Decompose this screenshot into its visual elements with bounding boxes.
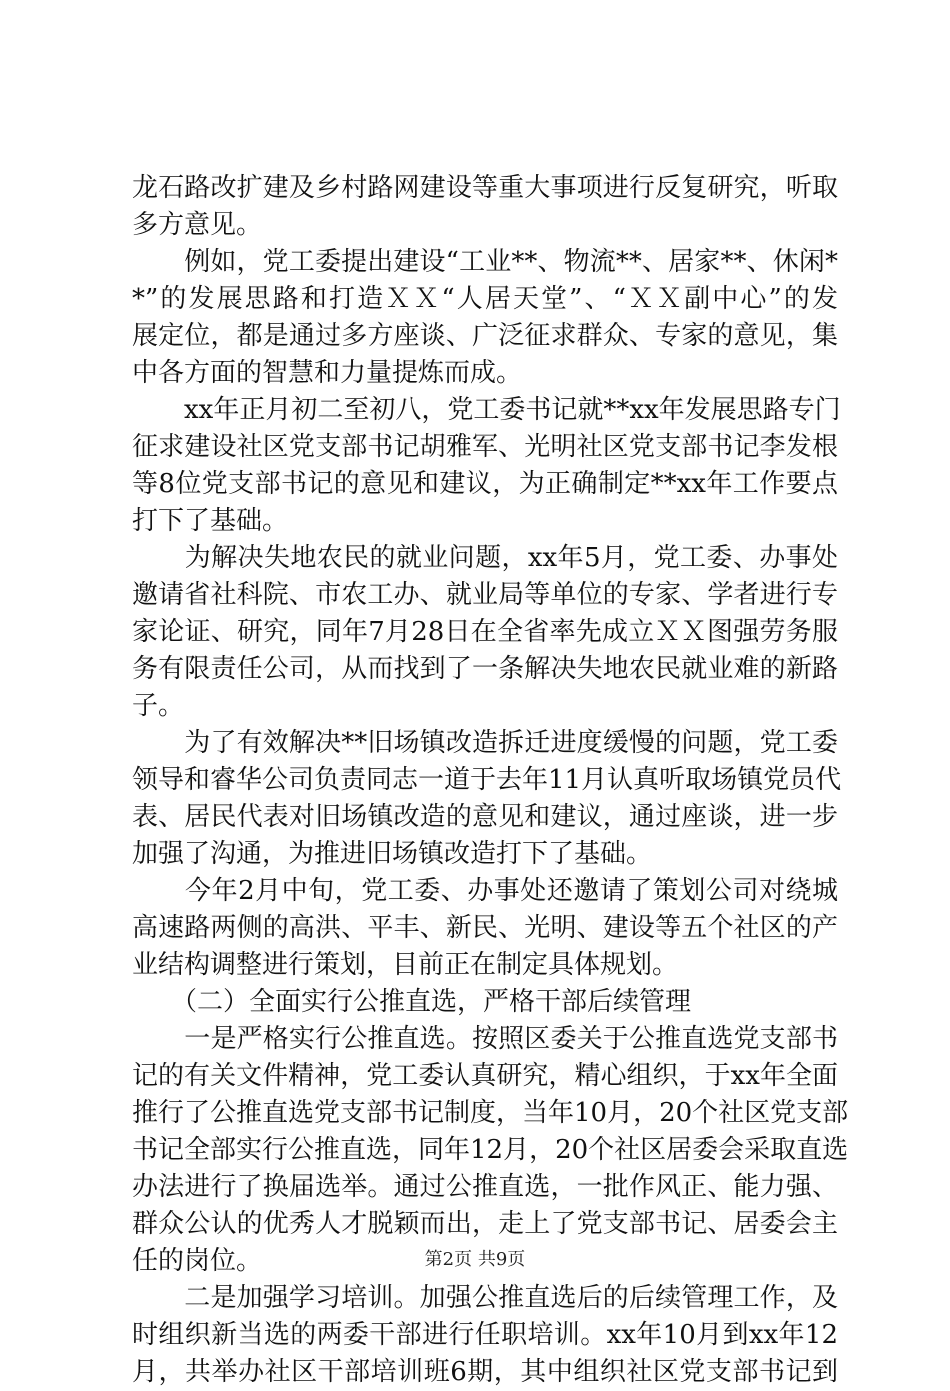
text-line: xx年正月初二至初八，党工委书记就**xx年发展思路专门 bbox=[132, 395, 841, 425]
text-line: 任的岗位。 bbox=[132, 1246, 263, 1276]
text-line: 展定位，都是通过多方座谈、广泛征求群众、专家的意见，集 bbox=[132, 321, 838, 351]
text-line: 记的有关文件精神，党工委认真研究，精心组织，于xx年全面 bbox=[132, 1061, 838, 1091]
text-line: 打下了基础。 bbox=[132, 506, 289, 536]
text-line: 书记全部实行公推直选，同年12月，20个社区居委会采取直选 bbox=[132, 1135, 849, 1165]
text-line: 领导和睿华公司负责同志一道于去年11月认真听取场镇党员代 bbox=[132, 765, 842, 795]
text-line: 为解决失地农民的就业问题，xx年5月，党工委、办事处 bbox=[132, 543, 838, 573]
text-line: 今年2月中旬，党工委、办事处还邀请了策划公司对绕城 bbox=[132, 876, 838, 906]
text-line: 高速路两侧的高洪、平丰、新民、光明、建设等五个社区的产 bbox=[132, 913, 838, 943]
text-line: 子。 bbox=[132, 691, 185, 721]
text-line: 业结构调整进行策划，目前正在制定具体规划。 bbox=[132, 950, 679, 980]
text-line: 家论证、研究，同年7月28日在全省率先成立ＸＸ图强劳务服 bbox=[132, 617, 838, 647]
text-line: 加强了沟通，为推进旧场镇改造打下了基础。 bbox=[132, 839, 653, 869]
text-line: 务有限责任公司，从而找到了一条解决失地农民就业难的新路 bbox=[132, 654, 838, 684]
text-line: 一是严格实行公推直选。按照区委关于公推直选党支部书 bbox=[132, 1024, 838, 1054]
text-line: 推行了公推直选党支部书记制度，当年10月，20个社区党支部 bbox=[132, 1098, 849, 1128]
text-line: 征求建设社区党支部书记胡雅军、光明社区党支部书记李发根 bbox=[132, 432, 838, 462]
text-line: 二是加强学习培训。加强公推直选后的后续管理工作，及 bbox=[132, 1283, 838, 1313]
text-line: 多方意见。 bbox=[132, 210, 263, 240]
document-body bbox=[132, 170, 849, 1391]
text-line: 月，共举办社区干部培训班6期，其中组织社区党支部书记到 bbox=[132, 1357, 838, 1387]
text-line: 办法进行了换届选举。通过公推直选，一批作风正、能力强、 bbox=[132, 1172, 838, 1202]
text-line: （二）全面实行公推直选，严格干部后续管理 bbox=[132, 987, 692, 1017]
text-line: 时组织新当选的两委干部进行任职培训。xx年10月到xx年12 bbox=[132, 1320, 838, 1350]
text-line: 龙石路改扩建及乡村路网建设等重大事项进行反复研究，听取 bbox=[132, 173, 838, 203]
text-line: 等8位党支部书记的意见和建议，为正确制定**xx年工作要点 bbox=[132, 469, 838, 499]
text-line: 群众公认的优秀人才脱颖而出，走上了党支部书记、居委会主 bbox=[132, 1209, 838, 1239]
page-footer: 第2页 共9页 bbox=[424, 1249, 526, 1270]
text-line: 为了有效解决**旧场镇改造拆迁进度缓慢的问题，党工委 bbox=[132, 728, 838, 758]
text-line: *”的发展思路和打造ＸＸ“人居天堂”、“ＸＸ副中心”的发 bbox=[132, 284, 838, 314]
text-line: 中各方面的智慧和力量提炼而成。 bbox=[132, 358, 523, 388]
text-line: 邀请省社科院、市农工办、就业局等单位的专家、学者进行专 bbox=[132, 580, 838, 610]
text-line: 例如，党工委提出建设“工业**、物流**、居家**、休闲* bbox=[132, 247, 838, 277]
text-line: 表、居民代表对旧场镇改造的意见和建议，通过座谈，进一步 bbox=[132, 802, 838, 832]
